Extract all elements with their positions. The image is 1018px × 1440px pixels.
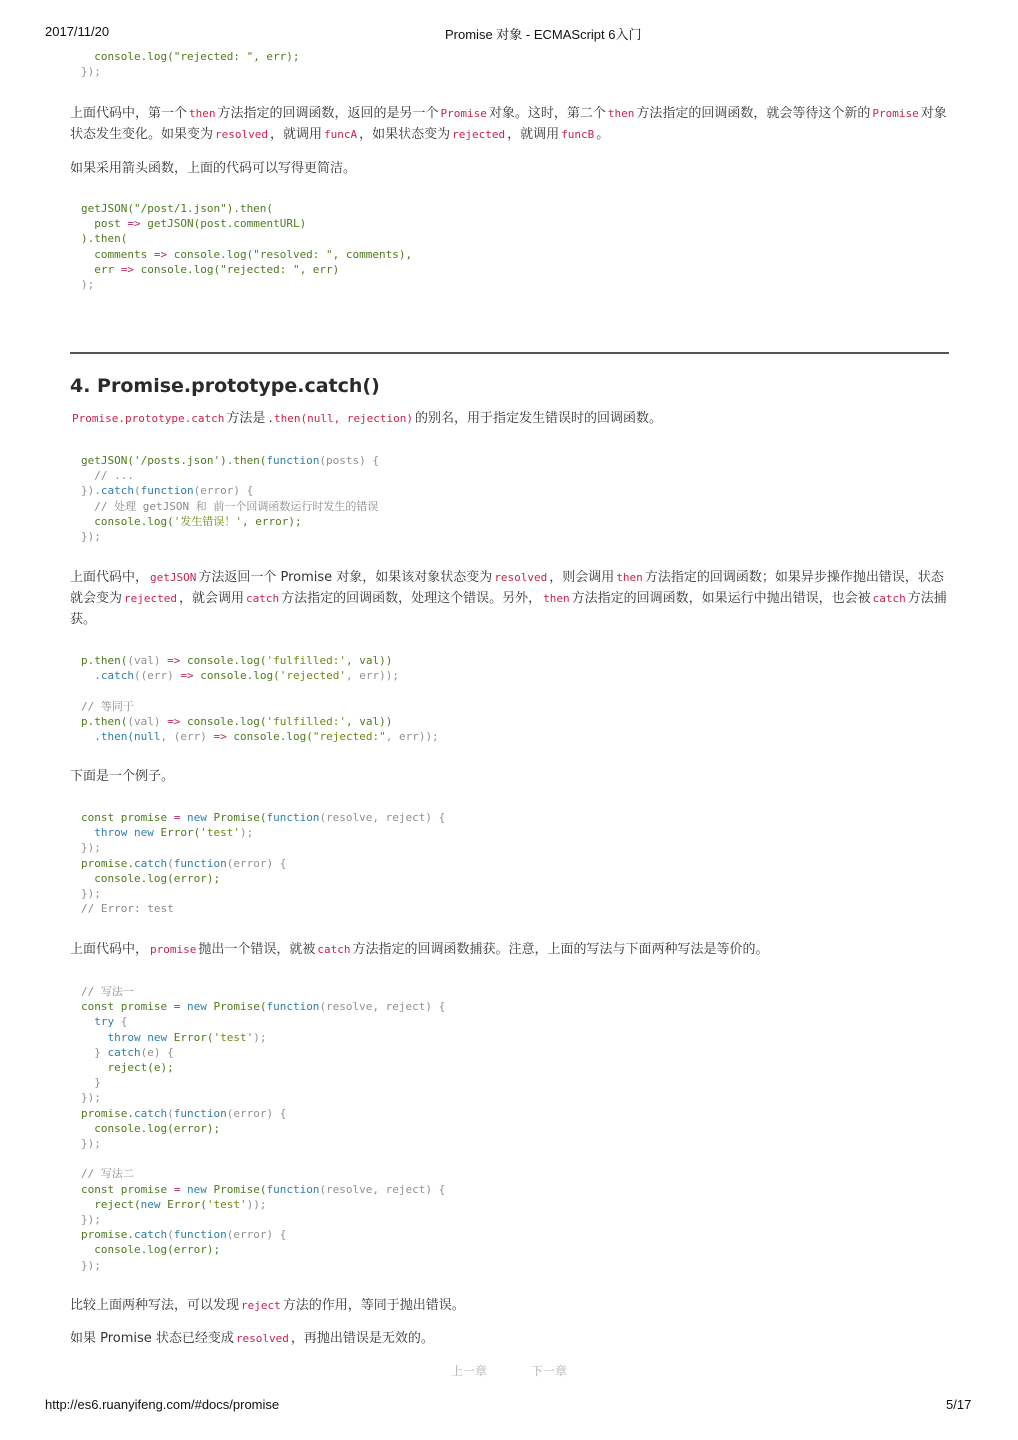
code-block-getjson-catch: getJSON('/posts.json').then(function(posts) { // ... }).catch(function(error) { // 处理 getJSON 和 前一个回调函数运行时发生的错误 console.log('发生错误！', error); }); xyxy=(81,454,380,544)
next-chapter-link[interactable]: 下一章 xyxy=(531,1364,568,1378)
paragraph-reject-equivalence: 比较上面两种写法，可以发现 reject 方法的作用，等同于抛出错误。 xyxy=(70,1298,465,1313)
paragraph-resolved-note: 如果 Promise 状态已经变成 resolved ，再抛出错误是无效的。 xyxy=(70,1331,434,1346)
paragraph-getjson-explanation: 上面代码中， getJSON 方法返回一个 Promise 对象，如果该对象状态变为 resolved ，则会调用 then 方法指定的回调函数；如果异步操作抛出错误，状态就会变为 rejected ，就会调用 catch 方法指定的回调函数，处理这个错误。另外， then 方法指定的回调函数，如果运行中抛出错误，也会被 catch 方法捕获。 xyxy=(70,570,947,627)
section-heading: 4. Promise.prototype.catch() xyxy=(70,375,380,397)
print-date: 2017/11/20 xyxy=(45,24,110,39)
code-block-two-styles: // 写法一 const promise = new Promise(function(resolve, reject) { try { throw new Error('test'); } catch(e) { reject(e); } }); promise.catch(function(error) { console.log(error); }); // 写法二 const promise = new Promise(function(resolve, reject) { reject(new Error('test')); }); promise.catch(function(error) { console.log(error); }); xyxy=(81,985,446,1272)
paragraph-example-intro: 下面是一个例子。 xyxy=(70,769,175,784)
code-block-fragment: console.log("rejected: ", err); }); xyxy=(81,50,300,79)
code-block-then-vs-catch: p.then((val) => console.log('fulfilled:', val)) .catch((err) => console.log('rejected', err)); // 等同于 p.then((val) => console.log('fulfilled:', val)) .then(null, (err) => console.log("rejected:", err)); xyxy=(81,654,439,744)
section-divider xyxy=(70,352,949,354)
print-url: http://es6.ruanyifeng.com/#docs/promise xyxy=(45,1397,280,1412)
paragraph-arrow-functions: 如果采用箭头函数，上面的代码可以写得更简洁。 xyxy=(70,161,357,176)
code-block-throw-example: const promise = new Promise(function(resolve, reject) { throw new Error('test'); }); promise.catch(function(error) { console.log(error); }); // Error: test xyxy=(81,811,446,916)
prev-chapter-link[interactable]: 上一章 xyxy=(451,1364,488,1378)
paragraph-then-chain: 上面代码中，第一个 then 方法指定的回调函数，返回的是另一个 Promise 对象。这时，第二个 then 方法指定的回调函数，就会等待这个新的 Promise 对象状态发生变化。如果变为 resolved ，就调用 funcA ，如果状态变为 rejected ，就调用 funcB 。 xyxy=(70,106,947,142)
paragraph-promise-throw: 上面代码中， promise 抛出一个错误，就被 catch 方法指定的回调函数捕获。注意，上面的写法与下面两种写法是等价的。 xyxy=(70,942,769,957)
code-block-arrow-then: getJSON("/post/1.json").then( post => getJSON(post.commentURL) ).then( comments => console.log("resolved: ", comments), err => console.log("rejected: ", err) ); xyxy=(81,202,413,292)
print-title: Promise 对象 - ECMAScript 6入门 xyxy=(445,27,642,42)
page-number: 5/17 xyxy=(946,1397,972,1412)
paragraph-catch-alias: Promise.prototype.catch 方法是 .then(null, rejection) 的别名，用于指定发生错误时的回调函数。 xyxy=(72,411,663,426)
